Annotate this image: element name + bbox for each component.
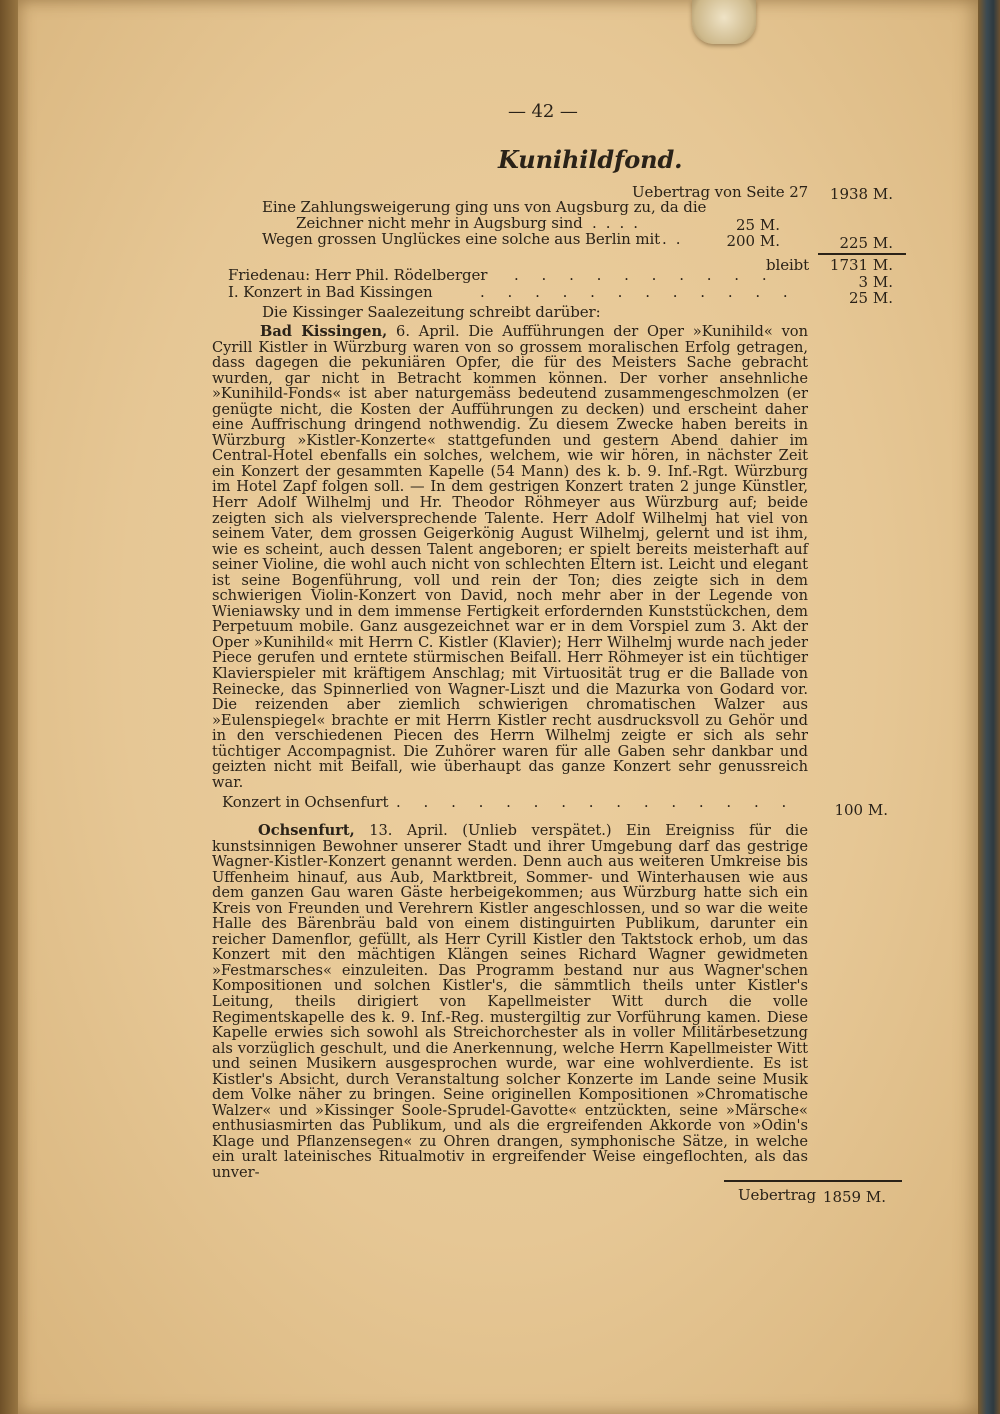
friedenau-amount: 3 M. bbox=[858, 273, 893, 291]
section-title: Kunihildfond. bbox=[498, 145, 683, 174]
leader-dots: . . . . . . . . . . bbox=[514, 266, 776, 284]
ochsenfurt-lead: Ochsenfurt, bbox=[258, 822, 355, 839]
page-number: — 42 — bbox=[508, 101, 578, 122]
leader-dots: .. bbox=[662, 230, 690, 248]
carry-over-label: Uebertrag von Seite 27 bbox=[632, 183, 809, 201]
augsburg-amount: 25 M. bbox=[736, 216, 780, 234]
berlin-line: Wegen grossen Unglückes eine solche aus Berlin mit bbox=[262, 230, 661, 248]
leader-dots: .... bbox=[592, 214, 648, 232]
augsburg-line-1: Eine Zahlungsweigerung ging uns von Augsburg zu, da die bbox=[262, 198, 707, 216]
left-binding bbox=[0, 0, 20, 1414]
footer-label: Uebertrag bbox=[738, 1186, 817, 1204]
ochsenfurt-amount: 100 M. bbox=[834, 801, 888, 819]
augsburg-line-2: Zeichner nicht mehr in Augsburg sind bbox=[296, 214, 583, 232]
kissingen-intro: Die Kissinger Saalezeitung schreibt darüber: bbox=[262, 303, 601, 321]
sum-rule bbox=[818, 253, 906, 255]
remaining-amount: 1731 M. bbox=[829, 256, 893, 274]
carry-over-amount: 1938 M. bbox=[829, 185, 893, 203]
friedenau-label: Friedenau: Herr Phil. Rödelberger bbox=[228, 266, 488, 284]
kissingen-label: I. Konzert in Bad Kissingen bbox=[228, 283, 433, 301]
paper-clip bbox=[692, 0, 756, 44]
leader-dots: . . . . . . . . . . . . . . . bbox=[396, 793, 796, 811]
ochsenfurt-text: 13. April. (Unlieb verspätet.) Ein Ereigniss für die kunstsinnigen Bewohner unserer Stadt und ihrer Umgebung darf das gestrige Wagner-Kistler-Konzert genannt werden. Denn auch aus weiteren Umkreise bis Uffenheim hinauf, aus Aub, Marktbreit, Sommer- und Winterhausen wie aus dem ganzen Gau waren Gäste herbeigekommen; aus Würzburg hatte sich ein Kreis von Freunden und Verehrern Kistler angeschlossen, und so war die weite Halle des Bärenbräu bald von einem distinguirten Publikum, darunter ein reicher Damenflor, gefüllt, als Herr Cyrill Kistler den Taktstock erhob, um das Konzert mit den mächtigen Klängen seines Richard Wagner gewidmeten »Festmarsches« einzuleiten. Das Programm bestand nur aus Wagner'schen Kompositionen und solchen Kistler's, die sämmtlich theils unter Kistler's Leitung, theils dirigiert von Kapellmeister Witt durch die volle Regimentskapelle des k. 9. Inf.-Reg. mustergiltig zur Vorführung kamen. Diese Kapelle erwies sich sowohl als Streichorchester als in voller Militärbesetzung als vorzüglich geschult, und die Anerkennung, welche Herrn Kapellmeister Witt und seinen Musikern ausgesprochen wurde, war eine wohlverdiente. Es ist Kistler's Absicht, durch Veranstaltung solcher Konzerte im Lande seine Musik dem Volke näher zu bringen. Seine originellen Kompositionen »Chromatische Walzer« und »Kissinger Soole-Sprudel-Gavotte« entzückten, seine »Märsche« enthusiasmirten das Publikum, und als die ergreifenden Akkorde von »Odin's Klage und Pflanzensegen« zu Ohren drangen, symphonische Sätze, in welche ein uralt lateinisches Ritualmotiv in ergreifender Weise eingeflochten, als das unver- bbox=[212, 822, 808, 1182]
ochsenfurt-report bbox=[212, 823, 808, 1181]
kissingen-amount: 25 M. bbox=[849, 289, 893, 307]
remaining-label: bleibt bbox=[766, 256, 810, 274]
ochsenfurt-label: Konzert in Ochsenfurt bbox=[222, 793, 389, 811]
right-binding-edge bbox=[978, 0, 1000, 1414]
footer-amount: 1859 M. bbox=[822, 1188, 886, 1206]
deduction-total: 225 M. bbox=[839, 234, 893, 252]
kissingen-lead: Bad Kissingen, bbox=[260, 323, 388, 340]
footer-rule bbox=[724, 1180, 902, 1182]
kissingen-text: 6. April. Die Aufführungen der Oper »Kunihild« von Cyrill Kistler in Würzburg waren von so grossem moralischen Erfolg getragen, dass dagegen die pekuniären Opfer, die für des Meisters Sache gebracht wurden, gar nicht in Betracht kommen können. Der vorher ansehnliche »Kunihild-Fonds« ist aber naturgemäss bedeutend zusammengeschmolzen (er genügte nicht, die Kosten der Aufführungen zu decken) und erscheint daher eine Auffrischung dringend nothwendig. Zu diesem Zwecke haben bereits in Würzburg »Kistler-Konzerte« stattgefunden und gestern Abend dahier im Central-Hotel ebenfalls ein solches, welchem, wie wir hören, in nächster Zeit ein Konzert der gesammten Kapelle (54 Mann) des k. b. 9. Inf.-Rgt. Würzburg im Hotel Zapf folgen soll. — In dem gestrigen Konzert traten 2 junge Künstler, Herr Adolf Wilhelmj und Hr. Theodor Röhmeyer aus Würzburg auf; beide zeigten sich als vielversprechende Talente. Herr Adolf Wilhelmj hat viel von seinem Vater, dem grossen Geigerkönig August Wilhelmj, gelernt und ist ihm, wie es scheint, auch dessen Talent angeboren; er spielt bereits meisterhaft auf seiner Violine, die wohl auch nicht von schlechten Eltern ist. Leicht und elegant ist seine Bogenführung, voll und rein der Ton; dies zeigte sich in dem schwierigen Violin-Konzert von David, noch mehr aber in der Legende von Wieniawsky und in dem immense Fertigkeit erfordernden Kunststückchen, dem Perpetuum mobile. Ganz ausgezeichnet war er in dem Vorspiel zum 3. Akt der Oper »Kunihild« mit Herrn C. Kistler (Klavier); Herr Wilhelmj wurde nach jeder Piece gerufen und erntete stürmischen Beifall. Herr Röhmeyer ist ein tüchtiger Klavierspieler mit kräftigem Anschlag; mit Virtuosität trug er die Ballade von Reinecke, das Spinnerlied von Wagner-Liszt und die Mazurka von Godard vor. Die reizenden aber ziemlich schwierigen chromatischen Walzer aus »Eulenspiegel« brachte er mit Herrn Kistler recht ausdrucksvoll zu Gehör und in den verschiedenen Piecen des Herrn Wilhelmj zeigte er sich als sehr tüchtiger Accompagnist. Die Zuhörer waren für alle Gaben sehr dankbar und geizten nicht mit Beifall, wie überhaupt das ganze Konzert sehr genussreich war. bbox=[212, 323, 808, 791]
leader-dots: . . . . . . . . . . . . bbox=[480, 283, 797, 301]
kissingen-report bbox=[212, 324, 808, 790]
berlin-amount: 200 M. bbox=[726, 232, 780, 250]
